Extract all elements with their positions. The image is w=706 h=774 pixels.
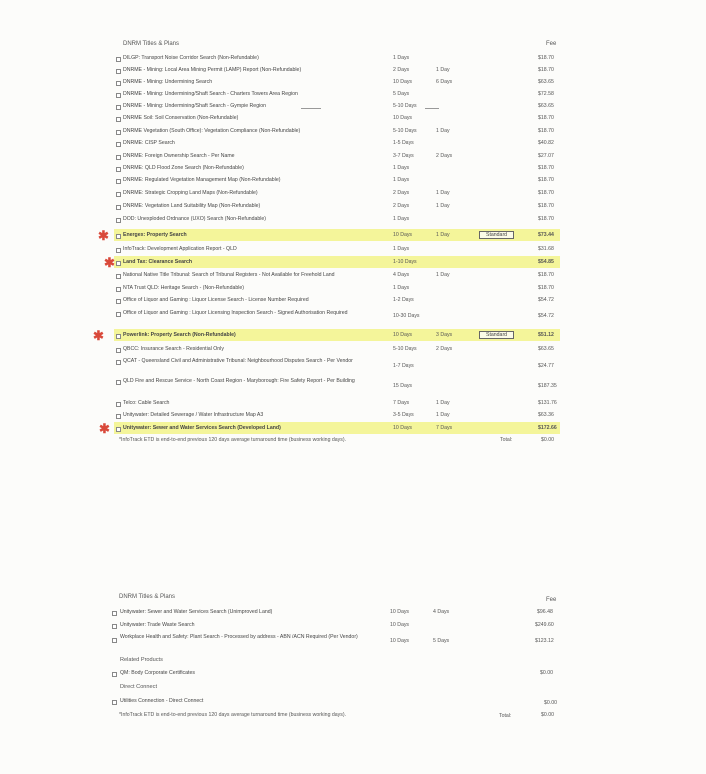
etd: 3-5 Days: [393, 412, 414, 418]
total-value: $0.00: [541, 437, 554, 443]
fee: $63.36: [538, 412, 554, 418]
etd: 1-2 Days: [393, 297, 414, 303]
row-checkbox[interactable]: [116, 274, 121, 279]
etd: 1 Days: [393, 177, 410, 183]
etd: 1-10 Days: [393, 259, 417, 265]
infotrack-etd: 5 Days: [433, 638, 450, 644]
infotrack-etd: 2 Days: [436, 153, 453, 159]
row-checkbox[interactable]: [116, 287, 121, 292]
etd: 5-10 Days: [393, 128, 417, 134]
row-checkbox[interactable]: [116, 192, 121, 197]
row-checkbox[interactable]: [116, 81, 121, 86]
product-name: DNRME Vegetation (South Office): Vegetation Compliance (Non-Refundable): [123, 128, 301, 134]
row-checkbox[interactable]: [112, 672, 117, 677]
fee: $249.60: [535, 622, 554, 628]
etd: 1-5 Days: [393, 140, 414, 146]
infotrack-etd: 1 Day: [436, 232, 450, 238]
product-name: DNRME - Mining: Undermining Search: [123, 79, 213, 85]
product-name: Unitywater: Detailed Sewerage / Water Infrastructure Map A3: [123, 412, 264, 418]
row-checkbox[interactable]: [116, 167, 121, 172]
etd: 7 Days: [393, 400, 410, 406]
etd-footnote: *InfoTrack ETD is end-to-end previous 120 days average turnaround time (business working days).: [119, 712, 347, 718]
infotrack-etd: 1 Day: [436, 400, 450, 406]
fee: $0.00: [544, 700, 557, 706]
fee: $18.70: [538, 272, 554, 278]
etd: 10-30 Days: [393, 313, 420, 319]
row-checkbox[interactable]: [116, 414, 121, 419]
row-checkbox[interactable]: [116, 142, 121, 147]
product-name: Office of Liquor and Gaming : Liquor License Search - License Number Required: [123, 297, 309, 303]
etd: 5-10 Days: [393, 103, 417, 109]
row-checkbox[interactable]: [112, 624, 117, 629]
etd: 1 Days: [393, 55, 410, 61]
product-name: DOD: Unexploded Ordnance (UXO) Search (Non-Refundable): [123, 216, 267, 222]
fee: $72.58: [538, 91, 554, 97]
etd: 10 Days: [393, 232, 413, 238]
infotrack-etd: 6 Days: [436, 79, 453, 85]
product-name: National Native Title Tribunal: Search of Tribunal Registers - Not Available for Freehold Land: [123, 272, 335, 278]
product-name: DNRME: QLD Flood Zone Search (Non-Refundable): [123, 165, 244, 171]
fee: $18.70: [538, 177, 554, 183]
handwritten-dash: [425, 108, 439, 109]
etd-footnote: *InfoTrack ETD is end-to-end previous 120 days average turnaround time (business working days).: [119, 437, 347, 443]
section-title: DNRM Titles & Plans: [119, 594, 176, 600]
fee: $54.85: [538, 259, 554, 265]
product-name: Telco: Cable Search: [123, 400, 170, 406]
fee: $18.70: [538, 203, 554, 209]
row-checkbox[interactable]: [116, 334, 121, 339]
fee: $18.70: [538, 55, 554, 61]
fee: $18.70: [538, 216, 554, 222]
asterisk-mark-icon: ✱: [93, 328, 104, 343]
etd: 2 Days: [393, 190, 410, 196]
etd: 15 Days: [393, 383, 413, 389]
etd: 10 Days: [393, 115, 413, 121]
row-checkbox[interactable]: [116, 312, 121, 317]
fee: $40.82: [538, 140, 554, 146]
infotrack-etd: 1 Day: [436, 203, 450, 209]
product-name: Office of Liquor and Gaming : Liquor Licensing Inspection Search - Signed Authorisation Required: [123, 310, 348, 316]
etd: 10 Days: [393, 79, 413, 85]
direct-connect-heading: Direct Connect: [120, 684, 157, 690]
etd: 2 Days: [393, 67, 410, 73]
row-checkbox[interactable]: [116, 105, 121, 110]
product-name: Energex: Property Search: [123, 232, 187, 238]
fee-header: Fee: [546, 597, 557, 603]
fee: $18.70: [538, 67, 554, 73]
fee-header: Fee: [546, 41, 557, 47]
product-name: DNRME: Regulated Vegetation Management Map (Non-Refundable): [123, 177, 281, 183]
etd: 5-10 Days: [393, 346, 417, 352]
product-name: DNRME Soil: Soil Conservation (Non-Refundable): [123, 115, 239, 121]
asterisk-mark-icon: ✱: [99, 421, 110, 436]
infotrack-etd: 4 Days: [433, 609, 450, 615]
fee: $0.00: [540, 670, 553, 676]
product-name: Unitywater: Sewer and Water Services Search (Unimproved Land): [120, 609, 273, 615]
fee: $187.35: [538, 383, 557, 389]
product-name: Workplace Health and Safety: Plant Search - Processed by address - ABN /ACN Required (Per Vendor): [120, 634, 358, 640]
infotrack-etd: 2 Days: [436, 346, 453, 352]
total-label: Total:: [499, 713, 512, 719]
product-name: DNRME: CISP Search: [123, 140, 175, 146]
row-checkbox[interactable]: [116, 360, 121, 365]
asterisk-mark-icon: ✱: [104, 255, 115, 270]
product-name: Land Tax: Clearance Search: [123, 259, 193, 265]
fee: $31.68: [538, 246, 554, 252]
fee: $18.70: [538, 115, 554, 121]
infotrack-etd: 1 Day: [436, 272, 450, 278]
etd: 1 Days: [393, 285, 410, 291]
fee: $54.72: [538, 313, 554, 319]
fee: $63.65: [538, 103, 554, 109]
etd: 1 Days: [393, 165, 410, 171]
service-level-select[interactable]: Standard: [479, 231, 514, 239]
related-products-heading: Related Products: [120, 657, 163, 663]
row-checkbox[interactable]: [116, 117, 121, 122]
fee: $24.77: [538, 363, 554, 369]
product-name: QBCC: Insurance Search - Residential Only: [123, 346, 224, 352]
fee: $63.65: [538, 79, 554, 85]
row-checkbox[interactable]: [116, 205, 121, 210]
infotrack-etd: 1 Day: [436, 412, 450, 418]
fee: $51.12: [538, 332, 554, 338]
row-checkbox[interactable]: [116, 93, 121, 98]
row-checkbox[interactable]: [112, 700, 117, 705]
product-name: QCAT - Queensland Civil and Administrative Tribunal: Neighbourhood Disputes Search - Per Vendor: [123, 358, 353, 364]
row-checkbox[interactable]: [116, 427, 121, 432]
fee: $18.70: [538, 285, 554, 291]
product-name: DNRME - Mining: Local Area Mining Permit (LAMP) Report (Non-Refundable): [123, 67, 302, 73]
row-checkbox[interactable]: [116, 380, 121, 385]
row-checkbox[interactable]: [116, 179, 121, 184]
row-checkbox[interactable]: [116, 69, 121, 74]
product-name: DILGP: Transport Noise Corridor Search (Non-Refundable): [123, 55, 259, 61]
row-checkbox[interactable]: [116, 57, 121, 62]
infotrack-etd: 7 Days: [436, 425, 453, 431]
row-checkbox[interactable]: [116, 248, 121, 253]
fee: $73.44: [538, 232, 554, 238]
product-name: NTA Trust QLD: Heritage Search - (Non-Refundable): [123, 285, 244, 291]
etd: 10 Days: [390, 622, 410, 628]
row-checkbox[interactable]: [116, 155, 121, 160]
etd: 1 Days: [393, 216, 410, 222]
fee: $172.66: [538, 425, 557, 431]
row-checkbox[interactable]: [116, 130, 121, 135]
asterisk-mark-icon: ✱: [98, 228, 109, 243]
fee: $96.48: [537, 609, 553, 615]
infotrack-etd: 1 Day: [436, 190, 450, 196]
infotrack-etd: 3 Days: [436, 332, 453, 338]
fee: $27.07: [538, 153, 554, 159]
fee: $18.70: [538, 190, 554, 196]
etd: 2 Days: [393, 203, 410, 209]
row-checkbox[interactable]: [116, 299, 121, 304]
product-name: DNRME - Mining: Undermining/Shaft Search - Gympie Region: [123, 103, 266, 109]
total-value: $0.00: [541, 712, 554, 718]
row-checkbox[interactable]: [116, 261, 121, 266]
total-label: Total:: [500, 437, 513, 443]
handwritten-dash: [301, 108, 321, 109]
product-name: Unitywater: Trade Waste Search: [120, 622, 195, 628]
product-name: QLD Fire and Rescue Service - North Coast Region - Maryborough: Fire Safety Report - Per Building: [123, 378, 355, 384]
product-name: Unitywater: Sewer and Water Services Search (Developed Land): [123, 425, 281, 431]
service-level-select[interactable]: Standard: [479, 331, 514, 339]
row-checkbox[interactable]: [116, 234, 121, 239]
fee: $54.72: [538, 297, 554, 303]
etd: 5 Days: [393, 91, 410, 97]
etd: 10 Days: [393, 425, 413, 431]
etd: 1 Days: [393, 246, 410, 252]
etd: 10 Days: [390, 638, 410, 644]
etd: 10 Days: [393, 332, 413, 338]
section-title: DNRM Titles & Plans: [123, 41, 180, 47]
infotrack-etd: 1 Day: [436, 67, 450, 73]
product-name: Powerlink: Property Search (Non-Refundable): [123, 332, 236, 338]
fee: $131.76: [538, 400, 557, 406]
fee: $18.70: [538, 165, 554, 171]
etd: 1-7 Days: [393, 363, 414, 369]
infotrack-etd: 1 Day: [436, 128, 450, 134]
product-name: InfoTrack: Development Application Report - QLD: [123, 246, 237, 252]
row-checkbox[interactable]: [116, 402, 121, 407]
product-name: Utilities Connection - Direct Connect: [120, 698, 204, 704]
etd: 3-7 Days: [393, 153, 414, 159]
row-checkbox[interactable]: [112, 611, 117, 616]
row-checkbox[interactable]: [112, 638, 117, 643]
product-name: DNRME: Vegetation Land Suitability Map (Non-Refundable): [123, 203, 261, 209]
fee: $63.65: [538, 346, 554, 352]
row-checkbox[interactable]: [116, 218, 121, 223]
product-name: DNRME: Strategic Cropping Land Maps (Non-Refundable): [123, 190, 258, 196]
product-name: DNRME - Mining: Undermining/Shaft Search - Charters Towers Area Region: [123, 91, 298, 97]
row-checkbox[interactable]: [116, 348, 121, 353]
product-name: QM: Body Corporate Certificates: [120, 670, 195, 676]
product-name: DNRME: Foreign Ownership Search - Per Name: [123, 153, 235, 159]
fee: $123.12: [535, 638, 554, 644]
fee: $18.70: [538, 128, 554, 134]
etd: 10 Days: [390, 609, 410, 615]
etd: 4 Days: [393, 272, 410, 278]
